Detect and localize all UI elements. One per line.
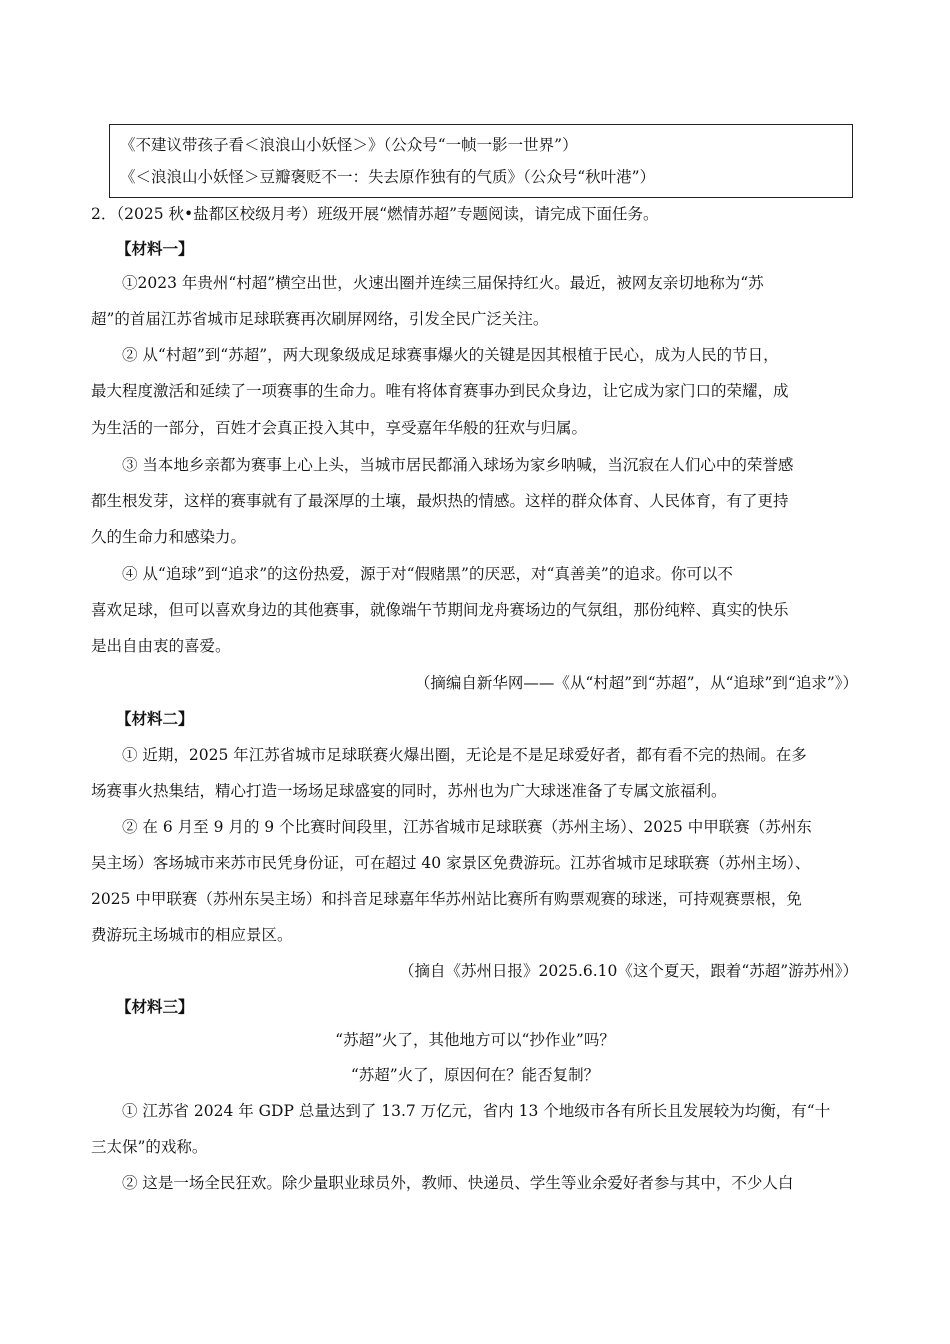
material2-p1-line2: 场赛事火热集结，精心打造一场场足球盛宴的同时，苏州也为广大球迷准备了专属文旅福利。 <box>91 782 727 800</box>
question-number: 2． <box>91 205 117 223</box>
source-citation-box <box>109 124 853 198</box>
material1-p2-line2: 最大程度激活和延续了一项赛事的生命力。唯有将体育赛事办到民众身边，让它成为家门口的荣耀，成 <box>91 382 789 400</box>
material2-p2-line1: ② 在 6 月至 9 月的 9 个比赛时间段里，江苏省城市足球联赛（苏州主场）、2025 中甲联赛（苏州东 <box>122 818 812 836</box>
material2-source: （摘自《苏州日报》2025.6.10《这个夏天，跟着“苏超”游苏州》） <box>399 962 858 980</box>
material1-heading: 【材料一】 <box>116 239 194 258</box>
question-2 <box>91 204 659 224</box>
material3-heading: 【材料三】 <box>116 997 194 1016</box>
material1-p1-line1: ①2023 年贵州“村超”横空出世，火速出圈并连续三届保持红火。最近，被网友亲切地称为“苏 <box>122 274 764 292</box>
material1-p3-line1: ③ 当本地乡亲都为赛事上心上头，当城市居民都涌入球场为家乡呐喊，当沉寂在人们心中的荣誉感 <box>122 456 794 474</box>
material2-p2-line2: 吴主场）客场城市来苏市民凭身份证，可在超过 40 家景区免费游玩。江苏省城市足球联赛（苏州主场）、 <box>91 854 811 872</box>
material1-p3-line3: 久的生命力和感染力。 <box>91 528 247 546</box>
material1-p2-line3: 为生活的一部分，百姓才会真正投入其中，享受嘉年华般的狂欢与归属。 <box>91 419 588 437</box>
material1-p3-line2: 都生根发芽，这样的赛事就有了最深厚的土壤，最炽热的情感。这样的群众体育、人民体育，有了更持 <box>91 492 789 510</box>
material3-p1-line2: 三太保”的戏称。 <box>91 1138 208 1156</box>
material1-p2-line1: ② 从“村超”到“苏超”，两大现象级成足球赛事爆火的关键是因其根植于民心，成为人民的节日， <box>122 346 779 364</box>
material1-p4-line2: 喜欢足球，但可以喜欢身边的其他赛事，就像端午节期间龙舟赛场边的气氛组，那份纯粹、真实的快乐 <box>91 601 789 619</box>
material3-p1-line1: ① 江苏省 2024 年 GDP 总量达到了 13.7 万亿元，省内 13 个地级市各有所长且发展较为均衡，有“十 <box>122 1102 831 1120</box>
material1-source: （摘编自新华网——《从“村超”到“苏超”，从“追球”到“追求”》） <box>414 674 858 692</box>
material3-title-2: “苏超”火了，原因何在？能否复制？ <box>350 1066 600 1084</box>
material1-p4-line3: 是出自由衷的喜爱。 <box>91 637 231 655</box>
question-text: （2025 秋•盐都区校级月考）班级开展“燃情苏超”专题阅读，请完成下面任务。 <box>116 205 659 223</box>
material2-heading: 【材料二】 <box>116 709 194 728</box>
material1-p4-line1: ④ 从“追球”到“追求”的这份热爱，源于对“假赌黑”的厌恶，对“真善美”的追求。你可以不 <box>122 565 733 583</box>
citation-line-1: 《不建议带孩子看＜浪浪山小妖怪＞》（公众号“一帧一影一世界”） <box>120 136 578 154</box>
citation-line-2: 《＜浪浪山小妖怪＞豆瓣褒贬不一：失去原作独有的气质》（公众号“秋叶港”） <box>120 168 656 186</box>
material2-p2-line3: 2025 中甲联赛（苏州东吴主场）和抖音足球嘉年华苏州站比赛所有购票观赛的球迷，可持观赛票根，免 <box>91 890 802 908</box>
material2-p1-line1: ① 近期，2025 年江苏省城市足球联赛火爆出圈，无论是不是足球爱好者，都有看不完的热闹。在多 <box>122 746 807 764</box>
material3-title-1: “苏超”火了，其他地方可以“抄作业”吗？ <box>335 1031 615 1049</box>
material3-p2-line1: ② 这是一场全民狂欢。除少量职业球员外，教师、快递员、学生等业余爱好者参与其中，不少人白 <box>122 1174 794 1192</box>
material1-p1-line2: 超”的首届江苏省城市足球联赛再次刷屏网络，引发全民广泛关注。 <box>91 310 549 328</box>
material2-p2-line4: 费游玩主场城市的相应景区。 <box>91 926 293 944</box>
